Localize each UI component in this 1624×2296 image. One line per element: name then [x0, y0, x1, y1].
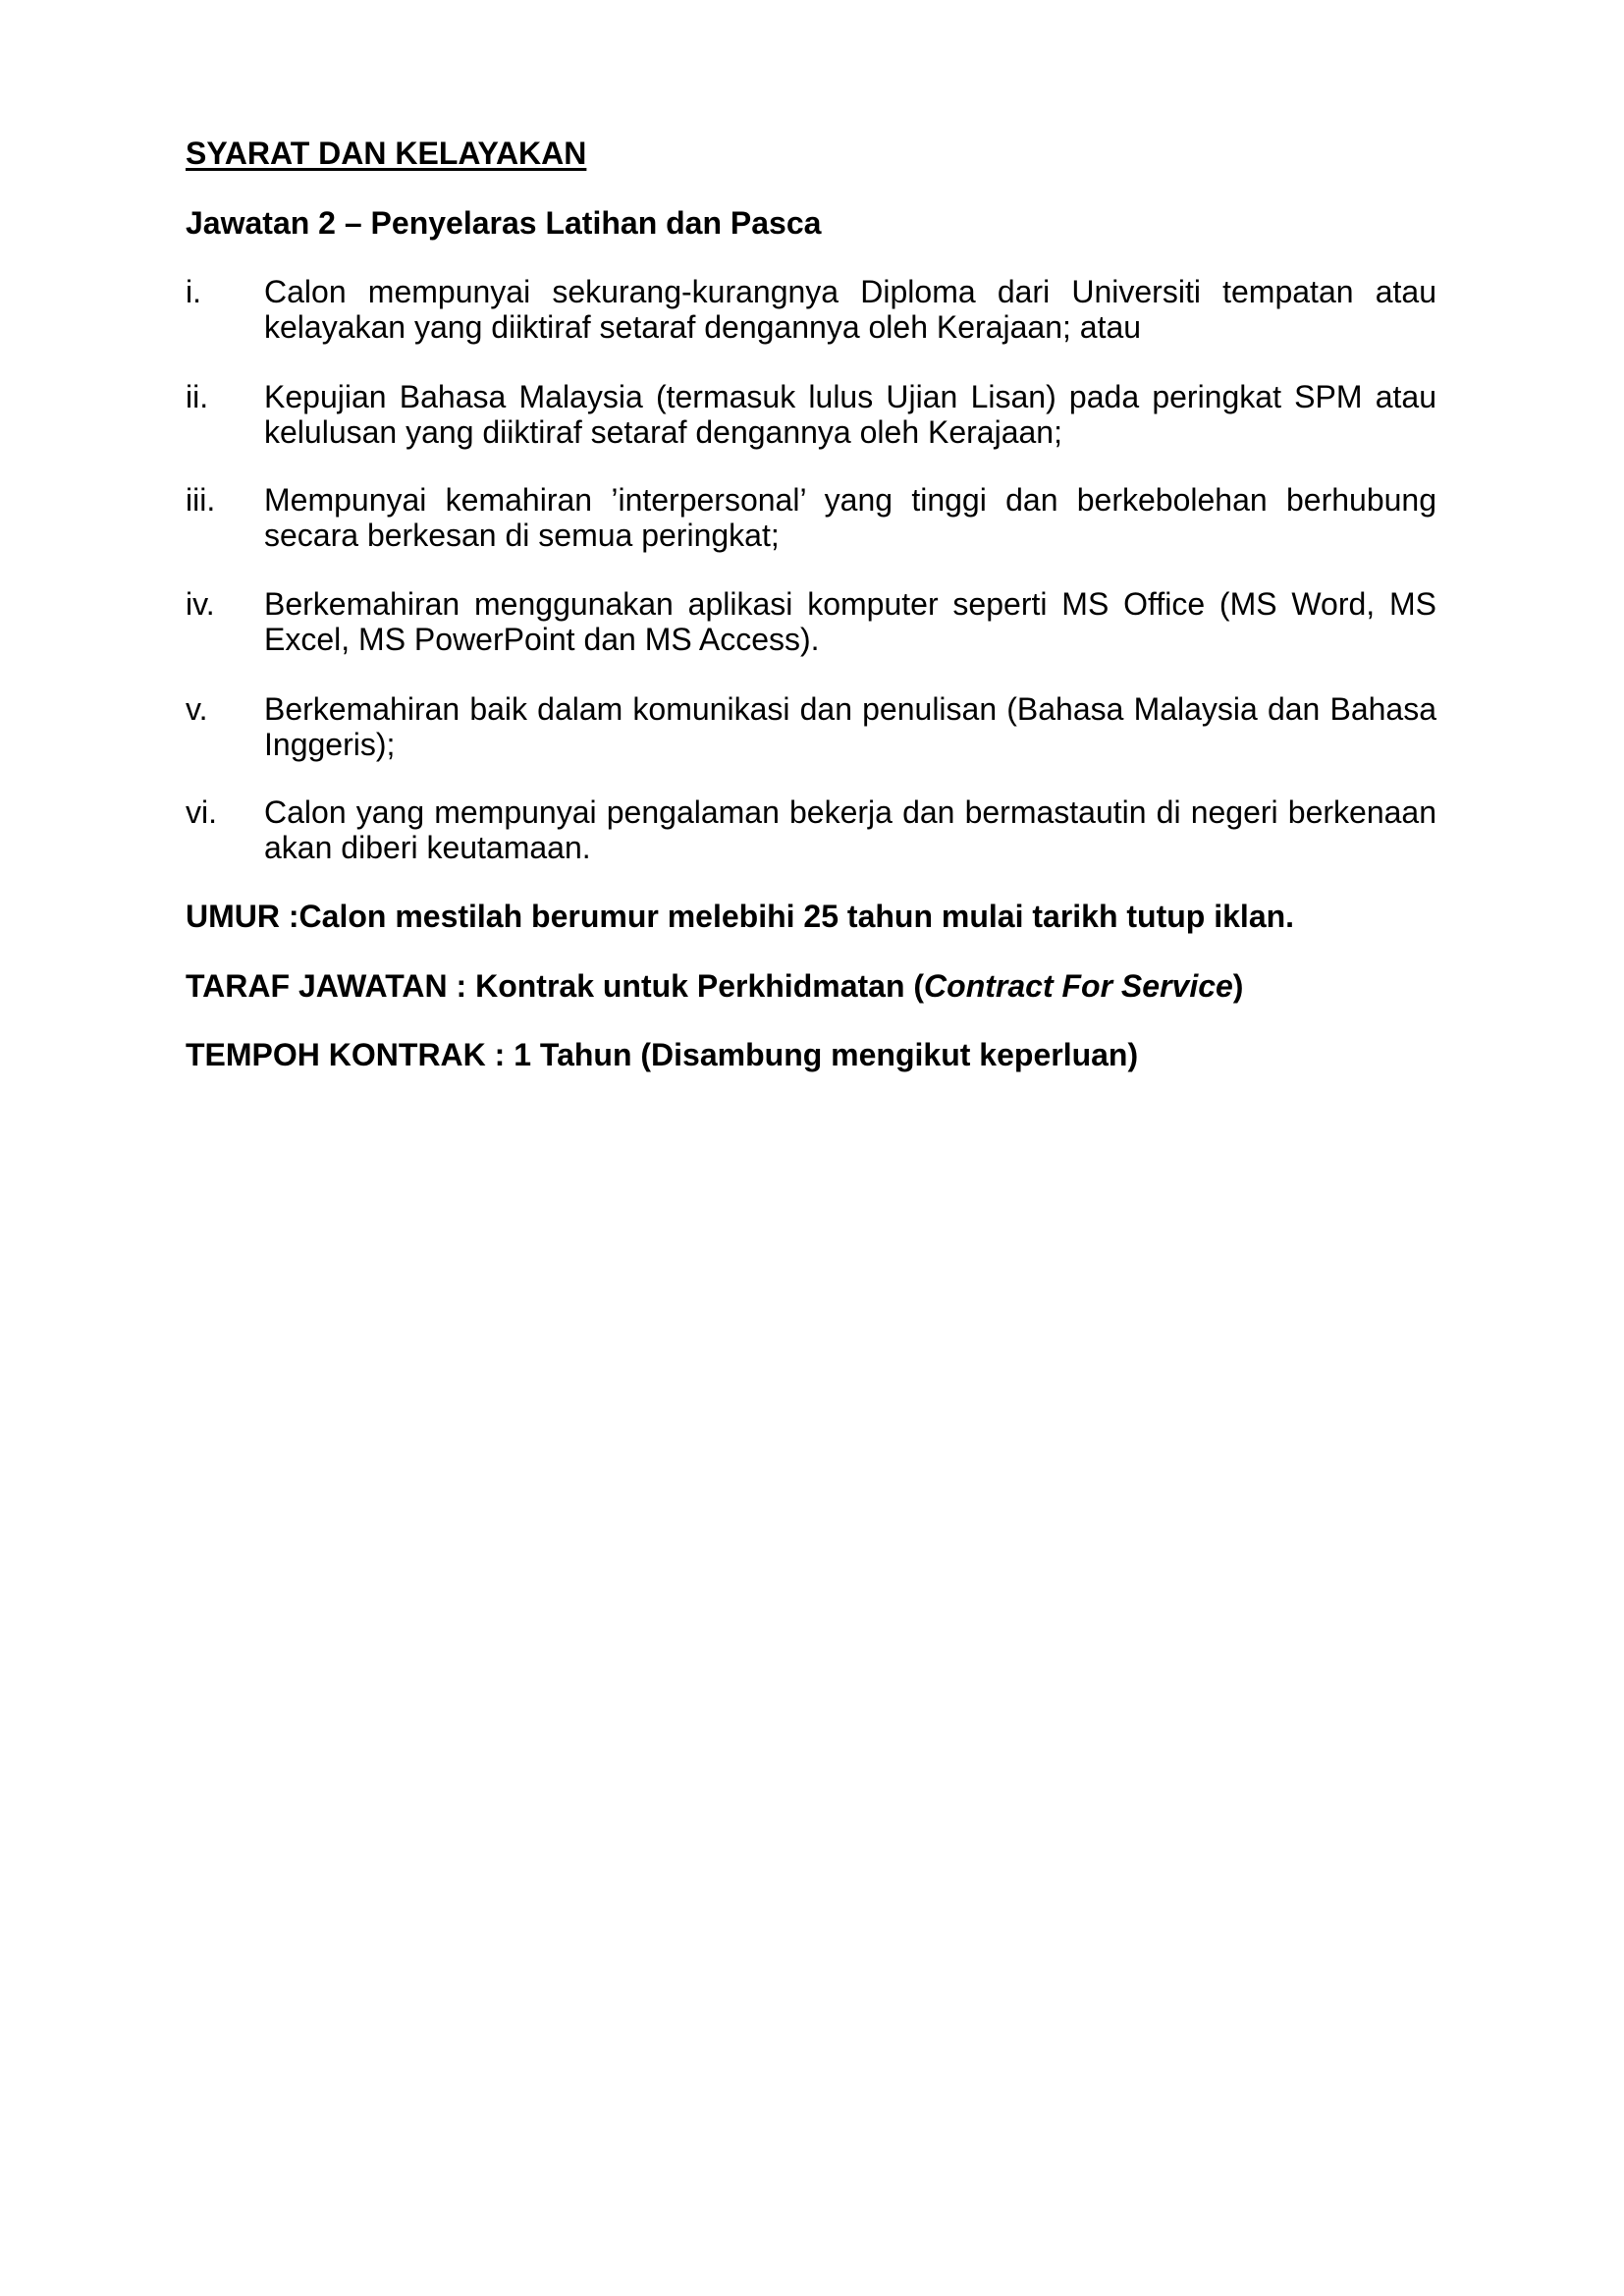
item-number: ii.	[186, 379, 209, 414]
status-italic: Contract For Service	[924, 968, 1233, 1004]
requirement-item	[186, 691, 1436, 762]
requirement-item	[186, 274, 1436, 345]
item-number: iii.	[186, 482, 216, 518]
item-number: v.	[186, 691, 208, 727]
item-number: iv.	[186, 586, 215, 622]
requirement-item	[186, 586, 1436, 657]
item-text: Calon yang mempunyai pengalaman bekerja dan bermastautin di negeri berkenaan akan diberi keutamaan.	[264, 794, 1436, 865]
age-requirement: UMUR :Calon mestilah berumur melebihi 25 tahun mulai tarikh tutup iklan.	[186, 899, 1295, 934]
item-text: Berkemahiran menggunakan aplikasi komputer seperti MS Office (MS Word, MS Excel, MS PowerPoint dan MS Access).	[264, 586, 1436, 657]
requirement-item	[186, 794, 1436, 865]
requirement-item	[186, 379, 1436, 450]
item-text: Mempunyai kemahiran ’interpersonal’ yang tinggi dan berkebolehan berhubung secara berkesan di semua peringkat;	[264, 482, 1436, 553]
item-text: Calon mempunyai sekurang-kurangnya Diploma dari Universiti tempatan atau kelayakan yang diiktiraf setaraf dengannya oleh Kerajaan; atau	[264, 274, 1436, 345]
item-text: Berkemahiran baik dalam komunikasi dan penulisan (Bahasa Malaysia dan Bahasa Inggeris);	[264, 691, 1436, 762]
item-number: vi.	[186, 794, 217, 830]
item-text: Kepujian Bahasa Malaysia (termasuk lulus Ujian Lisan) pada peringkat SPM atau kelulusan yang diiktiraf setaraf dengannya oleh Kerajaan;	[264, 379, 1436, 450]
item-number: i.	[186, 274, 201, 309]
status-suffix: )	[1232, 968, 1244, 1004]
contract-period: TEMPOH KONTRAK : 1 Tahun (Disambung mengikut keperluan)	[186, 1037, 1139, 1072]
position-status	[186, 968, 1436, 1004]
position-title: Jawatan 2 – Penyelaras Latihan dan Pasca	[186, 205, 822, 241]
requirement-item	[186, 482, 1436, 553]
status-prefix: TARAF JAWATAN : Kontrak untuk Perkhidmatan (	[186, 968, 925, 1004]
section-heading: SYARAT DAN KELAYAKAN	[186, 136, 587, 171]
